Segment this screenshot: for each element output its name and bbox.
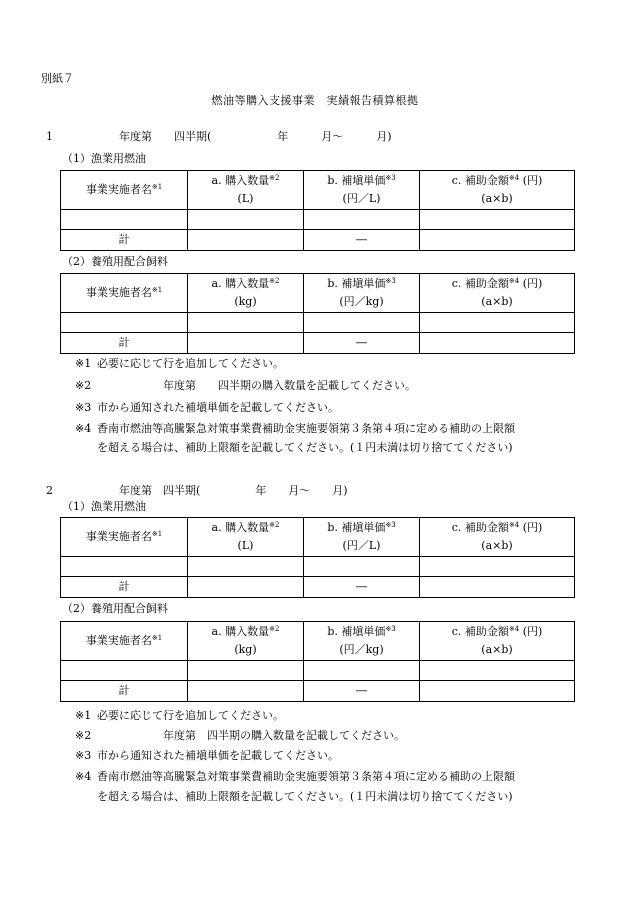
header-subsidy: c. 補助金額$^{※4}$ (円) (a×b) (420, 171, 575, 210)
total-quantity-cell[interactable] (188, 230, 304, 251)
quantity-input-cell[interactable] (188, 661, 304, 681)
section-1-table-2-title: （2）養殖用配合飼料 (62, 255, 168, 268)
note-3-text: 市から通知された補塡単価を記載してください。 (97, 749, 339, 762)
section-2-feed-table (60, 621, 575, 702)
document-label: 別紙７ (41, 72, 74, 85)
total-quantity-cell[interactable] (188, 577, 304, 598)
note-1-text: 必要に応じて行を追加してください。 (97, 709, 284, 722)
total-row (61, 577, 575, 598)
section-1-fuel-table (60, 170, 575, 251)
subsidy-input-cell[interactable] (420, 313, 575, 333)
subsidy-input-cell[interactable] (420, 557, 575, 577)
header-unit-price: b. 補塡単価$^{※3}$ (円／kg) (304, 622, 420, 661)
total-label: 計 (61, 577, 188, 598)
total-label: 計 (61, 333, 188, 354)
operator-input-cell[interactable] (61, 210, 188, 230)
note-3-mark: ※3 (75, 749, 92, 762)
table-row (61, 661, 575, 681)
header-unit-price: b. 補塡単価$^{※3}$ (円／L) (304, 518, 420, 557)
quantity-input-cell[interactable] (188, 557, 304, 577)
header-quantity: a. 購入数量$^{※2}$ (kg) (188, 274, 304, 313)
total-subsidy-cell[interactable] (420, 333, 575, 354)
header-operator: 事業実施者名$^{※1}$ (61, 171, 188, 210)
header-operator: 事業実施者名$^{※1}$ (61, 518, 188, 557)
total-subsidy-cell[interactable] (420, 230, 575, 251)
total-quantity-cell[interactable] (188, 681, 304, 702)
table-row (61, 313, 575, 333)
subsidy-input-cell[interactable] (420, 661, 575, 681)
total-label: 計 (61, 230, 188, 251)
note-2-text: 年度第 四半期の購入数量を記載してください。 (97, 729, 405, 742)
operator-input-cell[interactable] (61, 661, 188, 681)
header-subsidy: c. 補助金額$^{※4}$ (円) (a×b) (420, 518, 575, 557)
header-subsidy: c. 補助金額$^{※4}$ (円) (a×b) (420, 274, 575, 313)
header-quantity: a. 購入数量$^{※2}$ (L) (188, 171, 304, 210)
note-3-text: 市から通知された補塡単価を記載してください。 (97, 401, 339, 414)
header-unit-price: b. 補塡単価$^{※3}$ (円／kg) (304, 274, 420, 313)
header-quantity: a. 購入数量$^{※2}$ (kg) (188, 622, 304, 661)
note-1-text: 必要に応じて行を追加してください。 (97, 357, 284, 370)
note-4-mark: ※4 (75, 770, 92, 783)
total-quantity-cell[interactable] (188, 333, 304, 354)
note-1-mark: ※1 (75, 357, 92, 370)
table-row (61, 557, 575, 577)
unit-price-input-cell[interactable] (304, 210, 420, 230)
note-2-mark: ※2 (75, 729, 92, 742)
note-2-mark: ※2 (75, 379, 92, 392)
unit-price-input-cell[interactable] (304, 313, 420, 333)
operator-input-cell[interactable] (61, 313, 188, 333)
section-1-heading: 1 年度第 四半期( 年 月～ 月) (46, 130, 392, 143)
header-subsidy: c. 補助金額$^{※4}$ (円) (a×b) (420, 622, 575, 661)
note-4-text-cont: を超える場合は、補助上限額を記載してください。(１円未満は切り捨ててください) (97, 790, 513, 803)
note-2-text: 年度第 四半期の購入数量を記載してください。 (97, 379, 416, 392)
total-unit-price-cell: ― (304, 333, 420, 354)
note-4-mark: ※4 (75, 422, 92, 435)
unit-price-input-cell[interactable] (304, 661, 420, 681)
table-row (61, 210, 575, 230)
note-1-mark: ※1 (75, 709, 92, 722)
section-2-table-1-title: （1）漁業用燃油 (62, 500, 146, 513)
total-row (61, 333, 575, 354)
header-operator: 事業実施者名$^{※1}$ (61, 622, 188, 661)
note-4-text-cont: を超える場合は、補助上限額を記載してください。(１円未満は切り捨ててください) (97, 441, 513, 454)
operator-input-cell[interactable] (61, 557, 188, 577)
header-operator: 事業実施者名$^{※1}$ (61, 274, 188, 313)
total-unit-price-cell: ― (304, 230, 420, 251)
section-2-fuel-table (60, 517, 575, 598)
total-subsidy-cell[interactable] (420, 681, 575, 702)
document-title: 燃油等購入支援事業 実績報告積算根拠 (211, 94, 419, 107)
unit-price-input-cell[interactable] (304, 557, 420, 577)
total-subsidy-cell[interactable] (420, 577, 575, 598)
note-4-text: 香南市燃油等高騰緊急対策事業費補助金実施要領第３条第４項に定める補助の上限額 (97, 422, 515, 435)
header-quantity: a. 購入数量$^{※2}$ (L) (188, 518, 304, 557)
note-4-text: 香南市燃油等高騰緊急対策事業費補助金実施要領第３条第４項に定める補助の上限額 (97, 770, 515, 783)
total-label: 計 (61, 681, 188, 702)
quantity-input-cell[interactable] (188, 210, 304, 230)
section-2-table-2-title: （2）養殖用配合飼料 (62, 602, 168, 615)
total-unit-price-cell: ― (304, 577, 420, 598)
header-unit-price: b. 補塡単価$^{※3}$ (円／L) (304, 171, 420, 210)
note-3-mark: ※3 (75, 401, 92, 414)
section-2-heading: 2 年度第 四半期( 年 月～ 月) (46, 484, 348, 497)
total-row (61, 230, 575, 251)
section-1-table-1-title: （1）漁業用燃油 (62, 152, 146, 165)
section-1-feed-table (60, 273, 575, 354)
subsidy-input-cell[interactable] (420, 210, 575, 230)
quantity-input-cell[interactable] (188, 313, 304, 333)
total-row (61, 681, 575, 702)
total-unit-price-cell: ― (304, 681, 420, 702)
